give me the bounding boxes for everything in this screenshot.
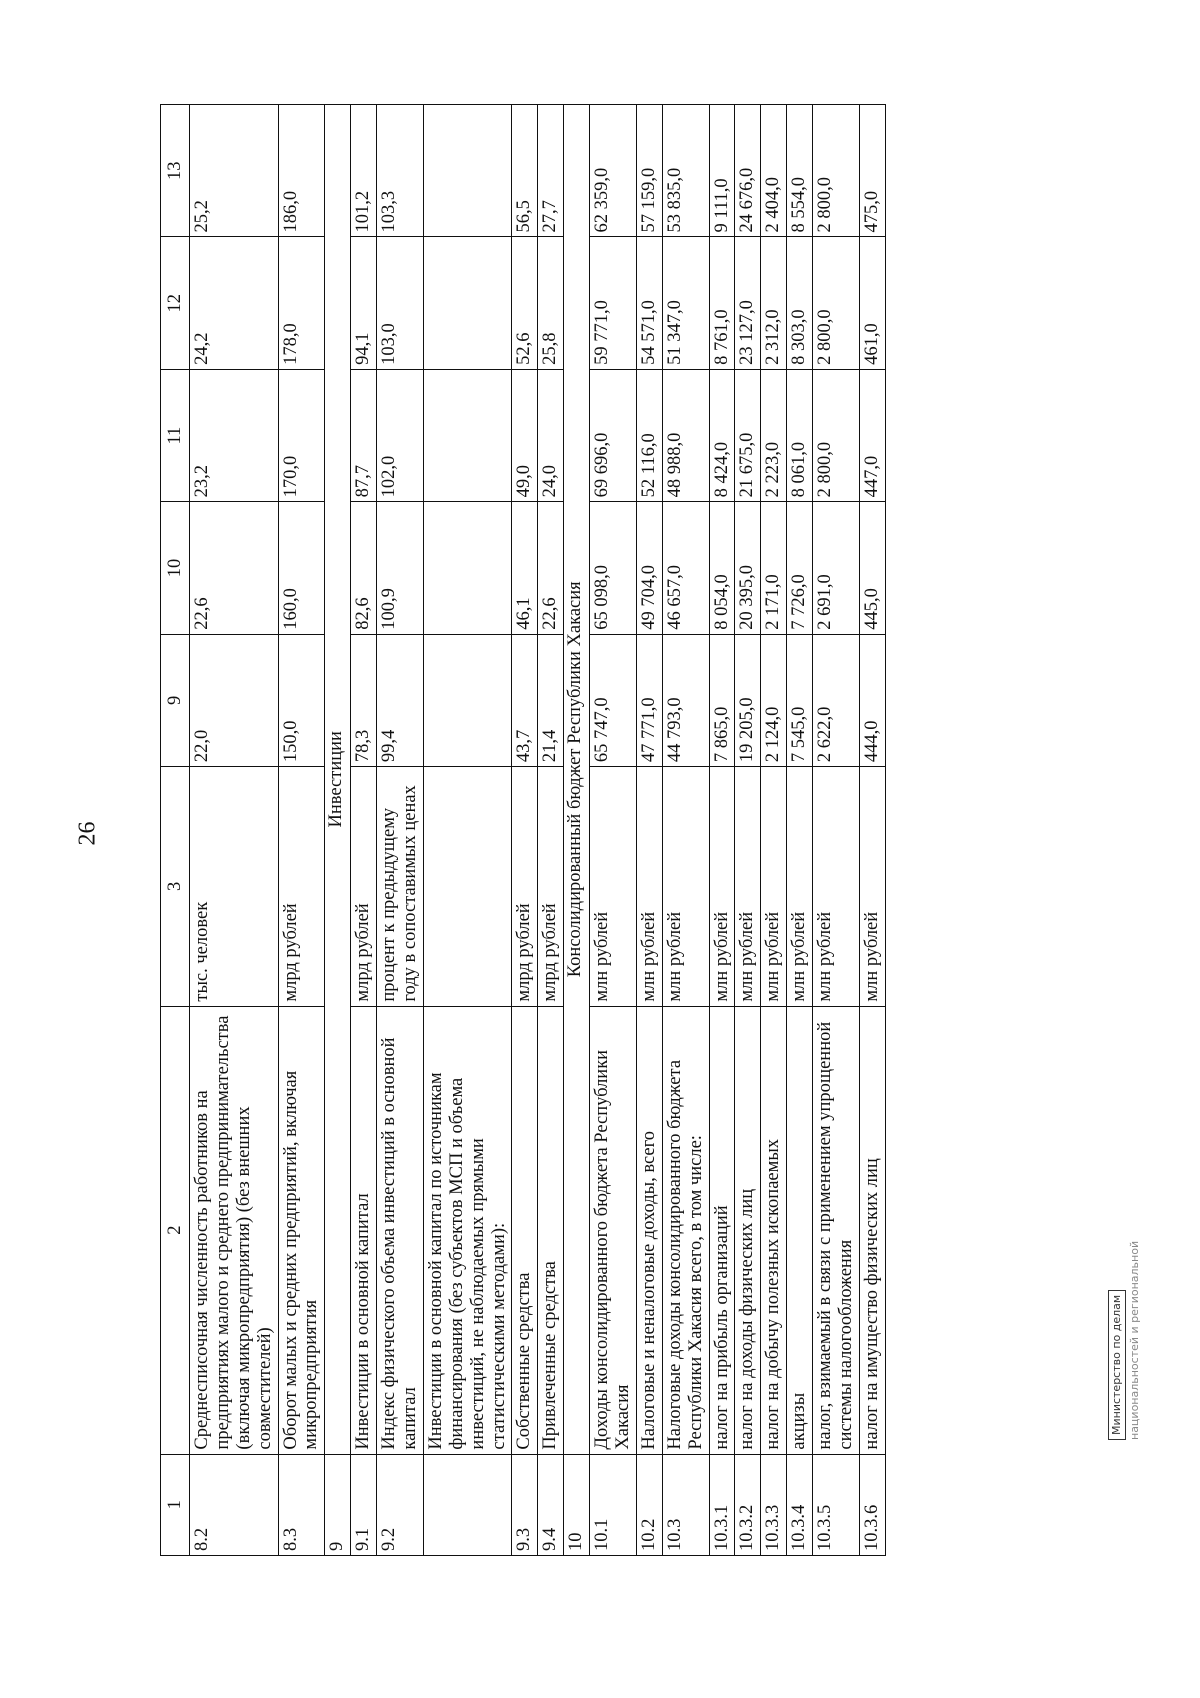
value-cell: 53 835,0 xyxy=(662,105,709,238)
column-header: 12 xyxy=(161,237,190,369)
unit-cell: млн рублей xyxy=(735,767,761,1006)
unit-cell: млн рублей xyxy=(813,767,860,1006)
value-cell: 47 771,0 xyxy=(636,634,662,766)
column-header: 9 xyxy=(161,634,190,766)
indicator-name: Инвестиции в основной капитал по источникам финансирования (без субъектов МСП и объема инвестиций, не наблюдаемых прямыми статистическими методами): xyxy=(423,1006,512,1454)
section-row xyxy=(325,105,351,1556)
row-number: 9.1 xyxy=(351,1454,377,1555)
section-row xyxy=(564,105,590,1556)
unit-cell: млн рублей xyxy=(590,767,637,1006)
row-number: 9.3 xyxy=(512,1454,538,1555)
value-cell: 21,4 xyxy=(538,634,564,766)
row-number: 10.3.5 xyxy=(813,1454,860,1555)
row-number: 10.2 xyxy=(636,1454,662,1555)
indicator-name: Доходы консолидированного бюджета Республики Хакасия xyxy=(590,1006,637,1454)
row-number: 10 xyxy=(564,1454,590,1555)
row-number: 10.1 xyxy=(590,1454,637,1555)
rotated-table-container xyxy=(160,104,1102,1556)
value-cell: 103,0 xyxy=(377,237,424,369)
value-cell: 7 865,0 xyxy=(709,634,735,766)
value-cell: 57 159,0 xyxy=(636,105,662,238)
indicator-name: налог на добычу полезных ископаемых xyxy=(761,1006,787,1454)
table-body xyxy=(190,105,886,1556)
row-number: 10.3.3 xyxy=(761,1454,787,1555)
indicator-name: Собственные средства xyxy=(512,1006,538,1454)
value-cell: 94,1 xyxy=(351,237,377,369)
indicator-name: акцизы xyxy=(787,1006,813,1454)
value-cell: 27,7 xyxy=(538,105,564,238)
value-cell: 48 988,0 xyxy=(662,369,709,501)
table-row xyxy=(538,105,564,1556)
value-cell: 54 571,0 xyxy=(636,237,662,369)
value-cell: 150,0 xyxy=(278,634,325,766)
value-cell: 78,3 xyxy=(351,634,377,766)
value-cell: 25,8 xyxy=(538,237,564,369)
value-cell: 8 554,0 xyxy=(787,105,813,238)
value-cell: 44 793,0 xyxy=(662,634,709,766)
indicator-name: Привлеченные средства xyxy=(538,1006,564,1454)
indicator-name: Налоговые и неналоговые доходы, всего xyxy=(636,1006,662,1454)
stamp-line-1: Министерство по делам xyxy=(1108,1290,1126,1440)
value-cell: 102,0 xyxy=(377,369,424,501)
unit-cell xyxy=(423,767,512,1006)
value-cell: 2 312,0 xyxy=(761,237,787,369)
value-cell: 2 800,0 xyxy=(813,237,860,369)
value-cell: 2 223,0 xyxy=(761,369,787,501)
value-cell: 9 111,0 xyxy=(709,105,735,238)
value-cell: 19 205,0 xyxy=(735,634,761,766)
value-cell: 49,0 xyxy=(512,369,538,501)
value-cell: 46,1 xyxy=(512,502,538,634)
column-header: 2 xyxy=(161,1006,190,1454)
value-cell: 2 404,0 xyxy=(761,105,787,238)
row-number: 10.3 xyxy=(662,1454,709,1555)
value-cell: 56,5 xyxy=(512,105,538,238)
value-cell: 7 545,0 xyxy=(787,634,813,766)
value-cell: 8 303,0 xyxy=(787,237,813,369)
value-cell: 178,0 xyxy=(278,237,325,369)
unit-cell: млрд рублей xyxy=(278,767,325,1006)
value-cell: 69 696,0 xyxy=(590,369,637,501)
stamp-line-2: национальностей и региональной xyxy=(1127,1240,1141,1440)
column-header: 13 xyxy=(161,105,190,238)
indicator-name: налог на прибыль организаций xyxy=(709,1006,735,1454)
table-row xyxy=(787,105,813,1556)
value-cell: 25,2 xyxy=(190,105,279,238)
value-cell: 8 054,0 xyxy=(709,502,735,634)
value-cell: 22,6 xyxy=(190,502,279,634)
value-cell xyxy=(423,369,512,501)
value-cell: 22,0 xyxy=(190,634,279,766)
value-cell: 2 171,0 xyxy=(761,502,787,634)
value-cell: 22,6 xyxy=(538,502,564,634)
value-cell: 24,2 xyxy=(190,237,279,369)
table-row xyxy=(735,105,761,1556)
table-row xyxy=(190,105,279,1556)
value-cell xyxy=(423,502,512,634)
unit-cell: млрд рублей xyxy=(538,767,564,1006)
unit-cell: тыс. человек xyxy=(190,767,279,1006)
value-cell xyxy=(423,634,512,766)
row-number: 10.3.2 xyxy=(735,1454,761,1555)
table-row xyxy=(636,105,662,1556)
unit-cell: млн рублей xyxy=(859,767,885,1006)
column-header: 3 xyxy=(161,767,190,1006)
value-cell: 21 675,0 xyxy=(735,369,761,501)
value-cell: 43,7 xyxy=(512,634,538,766)
indicator-name: налог, взимаемый в связи с применением упрощенной системы налогообложения xyxy=(813,1006,860,1454)
value-cell: 160,0 xyxy=(278,502,325,634)
value-cell xyxy=(423,237,512,369)
value-cell: 24 676,0 xyxy=(735,105,761,238)
table-row xyxy=(377,105,424,1556)
value-cell: 2 800,0 xyxy=(813,105,860,238)
value-cell: 59 771,0 xyxy=(590,237,637,369)
value-cell: 52,6 xyxy=(512,237,538,369)
value-cell: 2 691,0 xyxy=(813,502,860,634)
value-cell: 7 726,0 xyxy=(787,502,813,634)
value-cell: 24,0 xyxy=(538,369,564,501)
value-cell: 445,0 xyxy=(859,502,885,634)
page-number: 26 xyxy=(74,821,101,846)
header-row xyxy=(161,105,190,1556)
indicator-name: налог на имущество физических лиц xyxy=(859,1006,885,1454)
value-cell: 461,0 xyxy=(859,237,885,369)
value-cell: 186,0 xyxy=(278,105,325,238)
unit-cell: млн рублей xyxy=(636,767,662,1006)
table-row xyxy=(278,105,325,1556)
value-cell: 99,4 xyxy=(377,634,424,766)
column-header: 1 xyxy=(161,1454,190,1555)
value-cell: 65 747,0 xyxy=(590,634,637,766)
column-header: 10 xyxy=(161,502,190,634)
row-number: 9 xyxy=(325,1454,351,1555)
value-cell: 103,3 xyxy=(377,105,424,238)
unit-cell: млн рублей xyxy=(787,767,813,1006)
table-row xyxy=(512,105,538,1556)
value-cell: 62 359,0 xyxy=(590,105,637,238)
unit-cell: процент к предыдущему году в сопоставимых ценах xyxy=(377,767,424,1006)
value-cell: 82,6 xyxy=(351,502,377,634)
unit-cell: млрд рублей xyxy=(512,767,538,1006)
value-cell: 65 098,0 xyxy=(590,502,637,634)
unit-cell: млн рублей xyxy=(662,767,709,1006)
indicator-name: Индекс физического объема инвестиций в основной капитал xyxy=(377,1006,424,1454)
registration-stamp xyxy=(1108,1210,1168,1440)
indicator-name: Оборот малых и средних предприятий, включая микропредприятия xyxy=(278,1006,325,1454)
table-row xyxy=(590,105,637,1556)
section-title: Инвестиции xyxy=(325,105,351,1455)
indicator-name: Среднесписочная численность работников на предприятиях малого и среднего предпринимательства (включая микропредприятия) (без внешних совместителей) xyxy=(190,1006,279,1454)
table-row xyxy=(859,105,885,1556)
value-cell xyxy=(423,105,512,238)
value-cell: 23,2 xyxy=(190,369,279,501)
value-cell: 8 424,0 xyxy=(709,369,735,501)
value-cell: 49 704,0 xyxy=(636,502,662,634)
value-cell: 100,9 xyxy=(377,502,424,634)
value-cell: 101,2 xyxy=(351,105,377,238)
table-row xyxy=(351,105,377,1556)
table-row xyxy=(813,105,860,1556)
unit-cell: млн рублей xyxy=(709,767,735,1006)
value-cell: 51 347,0 xyxy=(662,237,709,369)
unit-cell: млрд рублей xyxy=(351,767,377,1006)
table-row xyxy=(761,105,787,1556)
value-cell: 447,0 xyxy=(859,369,885,501)
value-cell: 8 061,0 xyxy=(787,369,813,501)
unit-cell: млн рублей xyxy=(761,767,787,1006)
value-cell: 87,7 xyxy=(351,369,377,501)
row-number: 9.4 xyxy=(538,1454,564,1555)
value-cell: 2 800,0 xyxy=(813,369,860,501)
indicator-name: налог на доходы физических лиц xyxy=(735,1006,761,1454)
row-number: 8.3 xyxy=(278,1454,325,1555)
value-cell: 475,0 xyxy=(859,105,885,238)
value-cell: 170,0 xyxy=(278,369,325,501)
column-header: 11 xyxy=(161,369,190,501)
section-title: Консолидированный бюджет Республики Хакасия xyxy=(564,105,590,1455)
row-number xyxy=(423,1454,512,1555)
indicator-name: Инвестиции в основной капитал xyxy=(351,1006,377,1454)
value-cell: 46 657,0 xyxy=(662,502,709,634)
row-number: 10.3.4 xyxy=(787,1454,813,1555)
table-row xyxy=(709,105,735,1556)
row-number: 8.2 xyxy=(190,1454,279,1555)
value-cell: 52 116,0 xyxy=(636,369,662,501)
value-cell: 23 127,0 xyxy=(735,237,761,369)
table-row xyxy=(423,105,512,1556)
value-cell: 2 622,0 xyxy=(813,634,860,766)
value-cell: 8 761,0 xyxy=(709,237,735,369)
row-number: 10.3.6 xyxy=(859,1454,885,1555)
indicators-table xyxy=(160,104,886,1556)
value-cell: 444,0 xyxy=(859,634,885,766)
table-row xyxy=(662,105,709,1556)
value-cell: 20 395,0 xyxy=(735,502,761,634)
row-number: 10.3.1 xyxy=(709,1454,735,1555)
indicator-name: Налоговые доходы консолидированного бюджета Республики Хакасия всего, в том числе: xyxy=(662,1006,709,1454)
value-cell: 2 124,0 xyxy=(761,634,787,766)
row-number: 9.2 xyxy=(377,1454,424,1555)
